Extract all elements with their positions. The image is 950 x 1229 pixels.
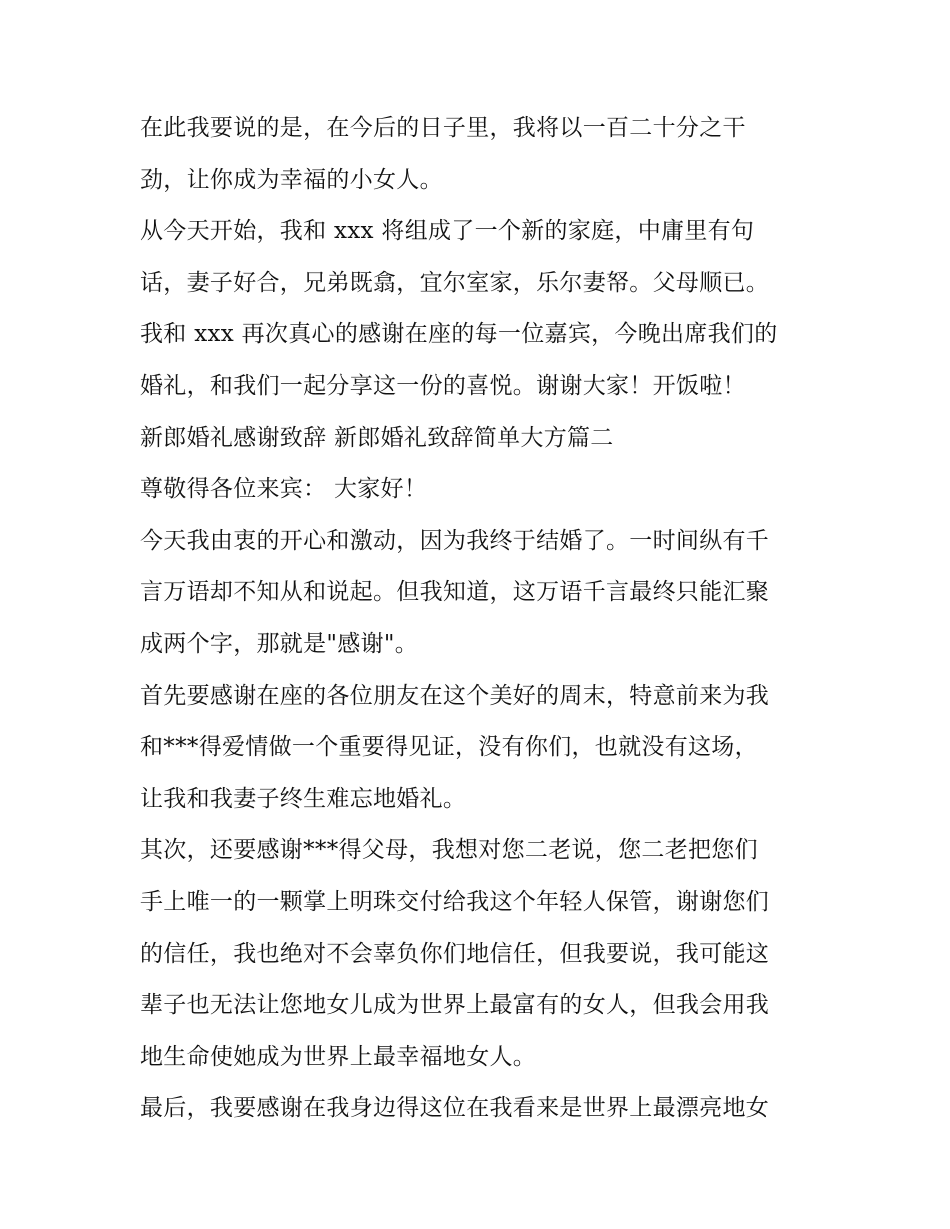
text-line: 的信任，我也绝对不会辜负你们地信任，但我要说，我可能这	[140, 940, 770, 967]
text-line: 辈子也无法让您地女儿成为世界上最富有的女人，但我会用我	[140, 992, 770, 1019]
text-line: 其次，还要感谢***得父母，我想对您二老说，您二老把您们	[140, 837, 758, 864]
section-heading: 新郎婚礼感谢致辞 新郎婚礼致辞简单大方篇二	[140, 424, 614, 451]
text-line: 劲，让你成为幸福的小女人。	[140, 166, 443, 193]
text-line: 让我和我妻子终生难忘地婚礼。	[140, 785, 467, 812]
text-line: 我和 xxx 再次真心的感谢在座的每一位嘉宾，今晚出席我们的	[140, 321, 778, 348]
text-line: 和***得爱情做一个重要得见证，没有你们，也就没有这场，	[140, 734, 758, 761]
text-line: 最后，我要感谢在我身边得这位在我看来是世界上最漂亮地女	[140, 1095, 770, 1122]
text-line: 今天我由衷的开心和激动，因为我终于结婚了。一时间纵有千	[140, 527, 770, 554]
text-line: 婚礼，和我们一起分享这一份的喜悦。谢谢大家！开饭啦！	[140, 372, 746, 399]
text-line: 地生命使她成为世界上最幸福地女人。	[140, 1043, 537, 1070]
document-body	[140, 110, 820, 1142]
text-line: 言万语却不知从和说起。但我知道，这万语千言最终只能汇聚	[140, 579, 770, 606]
text-line: 在此我要说的是，在今后的日子里，我将以一百二十分之干	[140, 115, 746, 141]
text-line: 首先要感谢在座的各位朋友在这个美好的周末，特意前来为我	[140, 682, 770, 709]
text-line: 成两个字，那就是"感谢"。	[140, 630, 419, 657]
text-line: 从今天开始，我和 xxx 将组成了一个新的家庭，中庸里有句	[140, 218, 755, 245]
salutation-line: 尊敬得各位来宾： 大家好！	[140, 476, 428, 503]
text-line: 手上唯一的一颗掌上明珠交付给我这个年轻人保管，谢谢您们	[140, 888, 770, 915]
text-line: 话，妻子好合，兄弟既翕，宜尔室家，乐尔妻帑。父母顺已。	[140, 269, 770, 296]
